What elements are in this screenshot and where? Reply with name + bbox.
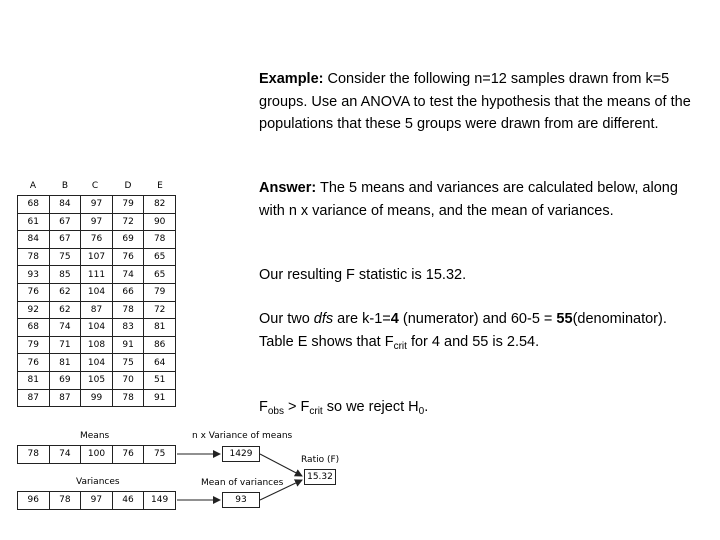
arrow-nvar-to-ratio: [260, 454, 302, 476]
variance-c: 97: [81, 492, 113, 510]
conclusion-end: .: [424, 399, 429, 415]
table-cell: 76: [81, 231, 113, 249]
table-cell: 62: [49, 283, 81, 301]
mean-c: 100: [81, 446, 113, 464]
n-var-means-box: 1429: [222, 446, 260, 462]
table-cell: 97: [81, 213, 113, 231]
table-cell: 108: [81, 336, 113, 354]
table-cell: 67: [49, 231, 81, 249]
conclusion-f: F: [259, 399, 268, 415]
table-cell: 71: [49, 336, 81, 354]
table-cell: 65: [144, 266, 176, 284]
table-cell: 84: [18, 231, 50, 249]
dfs-part4: (denominator). Table E shows that F: [259, 311, 667, 350]
conclusion-crit-sub: crit: [309, 406, 323, 417]
table-cell: 90: [144, 213, 176, 231]
table-cell: 66: [112, 283, 144, 301]
dfs-numerator: 4: [390, 311, 399, 327]
table-cell: 83: [112, 319, 144, 337]
table-cell: 104: [81, 354, 113, 372]
table-cell: 111: [81, 266, 113, 284]
mean-b: 74: [49, 446, 81, 464]
table-cell: 51: [144, 371, 176, 389]
table-cell: 78: [18, 248, 50, 266]
table-cell: 65: [144, 248, 176, 266]
table-cell: 82: [144, 196, 176, 214]
conclusion-obs-sub: obs: [267, 406, 284, 417]
example-lead: Example:: [259, 71, 324, 87]
table-cell: 72: [144, 301, 176, 319]
conclusion-h-sub: 0: [418, 406, 425, 417]
n-var-means-label: n x Variance of means: [192, 431, 293, 441]
dfs-word: dfs: [313, 311, 334, 327]
mean-e: 75: [144, 446, 176, 464]
table-cell: 93: [18, 266, 50, 284]
table-cell: 76: [18, 283, 50, 301]
variance-a: 96: [18, 492, 50, 510]
table-cell: 87: [49, 389, 81, 407]
table-cell: 69: [112, 231, 144, 249]
mean-d: 76: [112, 446, 144, 464]
conclusion-tail: so we reject H: [322, 399, 419, 415]
table-cell: 84: [49, 196, 81, 214]
table-cell: 97: [81, 196, 113, 214]
header-b: B: [61, 181, 69, 191]
table-cell: 68: [18, 319, 50, 337]
table-cell: 91: [112, 336, 144, 354]
conclusion-mid: > F: [283, 399, 310, 415]
table-cell: 61: [18, 213, 50, 231]
table-cell: 64: [144, 354, 176, 372]
table-cell: 87: [81, 301, 113, 319]
table-cell: 76: [18, 354, 50, 372]
variances-label: Variances: [76, 477, 120, 487]
table-cell: 99: [81, 389, 113, 407]
table-cell: 62: [49, 301, 81, 319]
table-cell: 72: [112, 213, 144, 231]
ratio-label: Ratio (F): [301, 455, 340, 465]
dfs-part3: (numerator) and 60-5 =: [398, 311, 557, 327]
table-cell: 81: [18, 371, 50, 389]
dfs-part2: are k-1=: [333, 311, 391, 327]
dfs-denominator: 55: [556, 311, 573, 327]
variance-b: 78: [49, 492, 81, 510]
table-cell: 105: [81, 371, 113, 389]
table-cell: 78: [112, 389, 144, 407]
table-cell: 78: [144, 231, 176, 249]
table-cell: 75: [49, 248, 81, 266]
mean-variances-label: Mean of variances: [201, 478, 284, 488]
table-cell: 81: [49, 354, 81, 372]
answer-body: The 5 means and variances are calculated below, along with n x variance of means, and the mean of variances.: [259, 180, 678, 219]
dfs-part1: Our two: [259, 311, 314, 327]
table-cell: 78: [112, 301, 144, 319]
variance-d: 46: [112, 492, 144, 510]
header-a: A: [29, 181, 37, 191]
table-cell: 104: [81, 283, 113, 301]
table-cell: 67: [49, 213, 81, 231]
means-label: Means: [80, 431, 110, 441]
example-body: Consider the following n=12 samples drawn from k=5 groups. Use an ANOVA to test the hypothesis that the means of the populations that these 5 groups were drawn from are different.: [259, 71, 691, 132]
table-cell: 79: [112, 196, 144, 214]
mean-variances-box: 93: [222, 492, 260, 508]
table-cell: 79: [144, 283, 176, 301]
table-cell: 85: [49, 266, 81, 284]
table-cell: 74: [112, 266, 144, 284]
table-cell: 74: [49, 319, 81, 337]
table-cell: 75: [112, 354, 144, 372]
variance-e: 149: [144, 492, 176, 510]
header-e: E: [157, 181, 163, 191]
table-cell: 76: [112, 248, 144, 266]
header-c: C: [91, 181, 99, 191]
table-cell: 91: [144, 389, 176, 407]
f-statistic-paragraph: Our resulting F statistic is 15.32.: [259, 267, 467, 283]
mean-a: 78: [18, 446, 50, 464]
table-cell: 104: [81, 319, 113, 337]
dfs-part5: for 4 and 55 is 2.54.: [406, 333, 540, 350]
header-d: D: [124, 181, 132, 191]
table-cell: 86: [144, 336, 176, 354]
table-cell: 92: [18, 301, 50, 319]
table-cell: 70: [112, 371, 144, 389]
table-cell: 81: [144, 319, 176, 337]
arrow-meanvar-to-ratio: [260, 480, 302, 500]
table-cell: 107: [81, 248, 113, 266]
answer-lead: Answer:: [259, 180, 317, 196]
table-cell: 87: [18, 389, 50, 407]
table-cell: 69: [49, 371, 81, 389]
table-cell: 79: [18, 336, 50, 354]
ratio-box: 15.32: [304, 469, 336, 485]
table-cell: 68: [18, 196, 50, 214]
dfs-crit-sub: crit: [393, 340, 407, 352]
